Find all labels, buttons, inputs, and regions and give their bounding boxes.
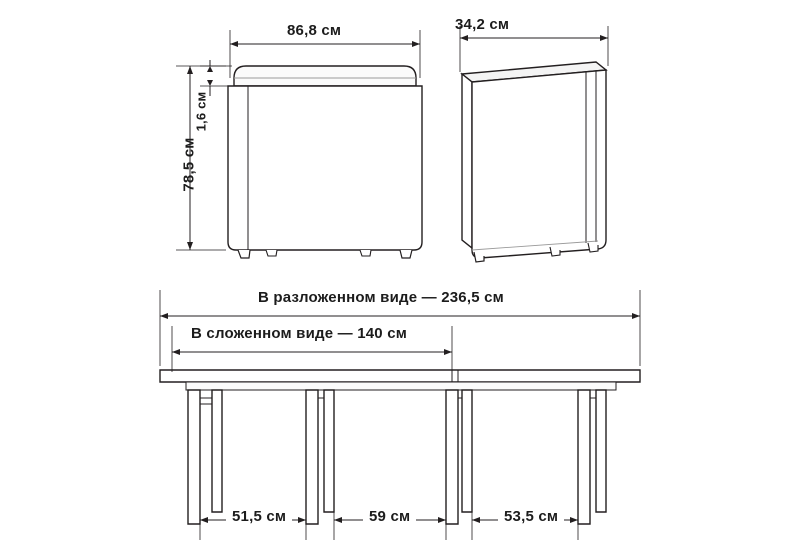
front-view-folded-shape [228, 66, 422, 258]
side-view-folded-shape [462, 62, 606, 262]
unfolded-view-shape [160, 370, 640, 524]
segment-3-label: 53,5 см [498, 508, 564, 525]
unfolded-folded-label: В сложенном виде — 140 см [183, 325, 415, 342]
unfolded-total-label: В разложенном виде — 236,5 см [250, 289, 512, 306]
segment-1-label: 51,5 см [226, 508, 292, 525]
front-view-width-label: 86,8 см [287, 22, 342, 39]
front-view-height-label: 78,5 см [180, 137, 198, 192]
front-view-top-thickness-label: 1,6 см [193, 91, 209, 132]
segment-2-label: 59 см [363, 508, 416, 525]
side-view-depth-label: 34,2 см [455, 16, 510, 33]
